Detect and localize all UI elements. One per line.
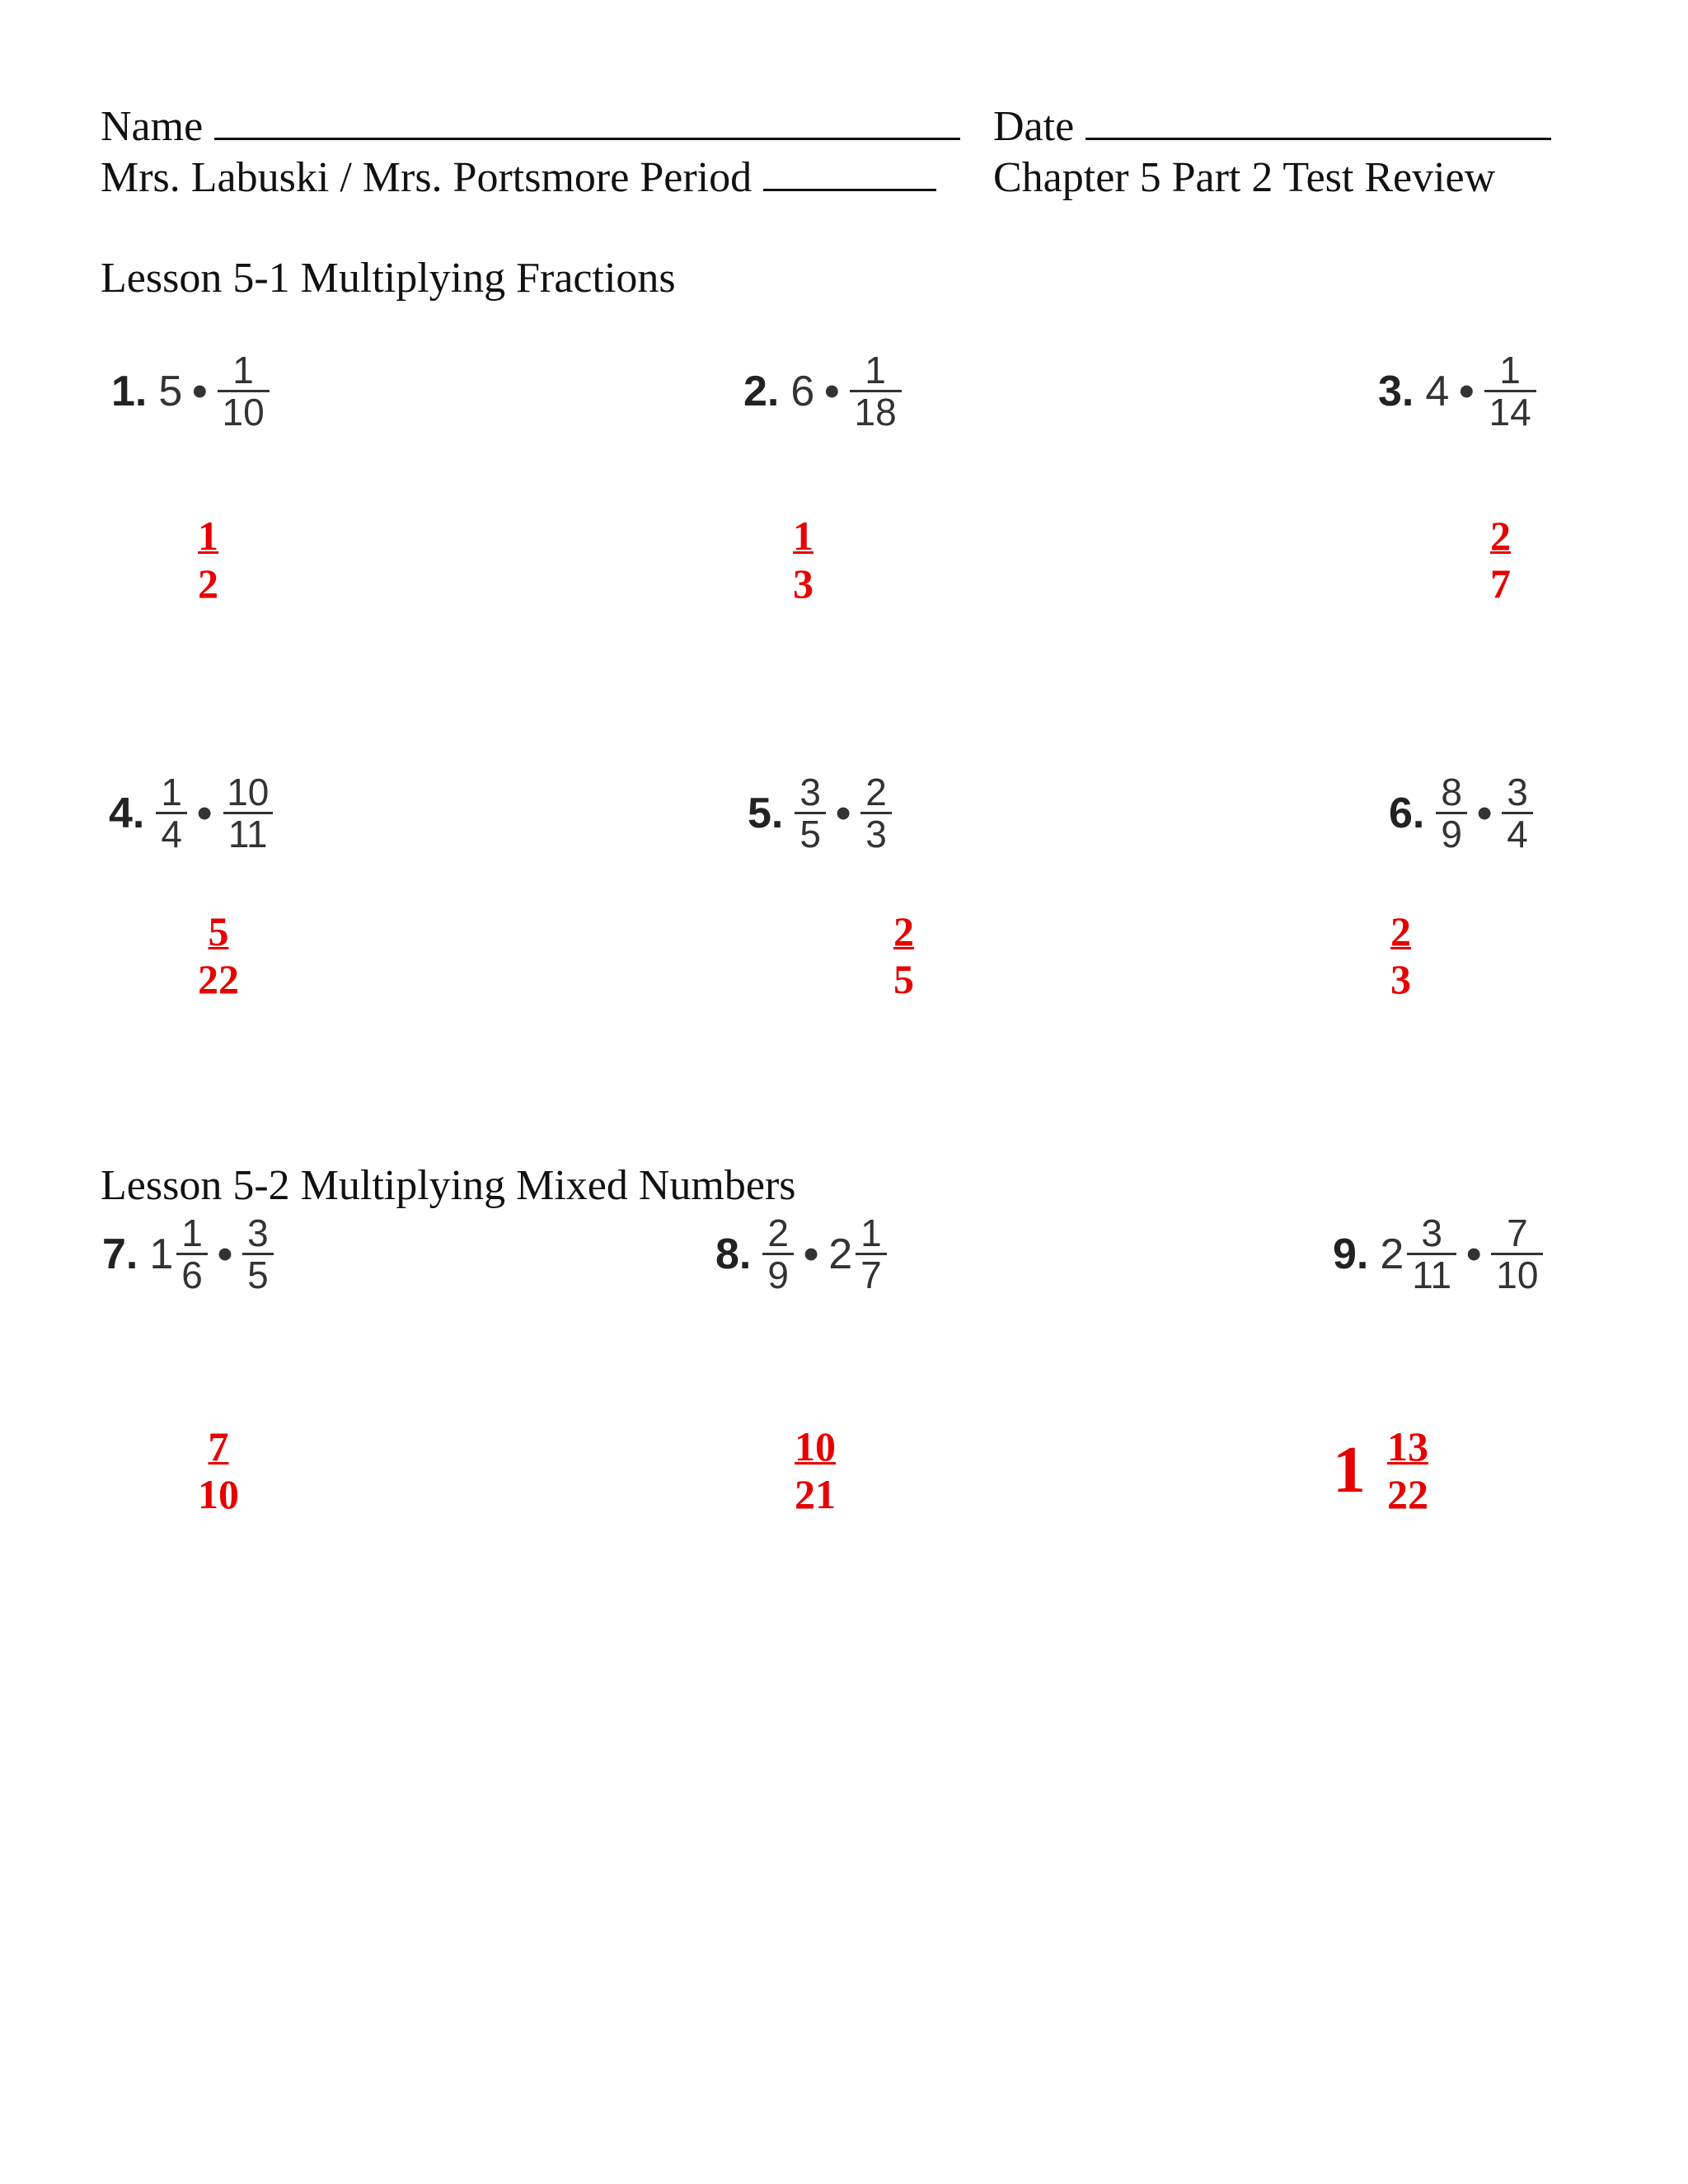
fraction	[762, 1213, 794, 1296]
name-line	[101, 105, 960, 148]
multiply-dot: •	[196, 789, 213, 837]
denominator: 3	[1390, 955, 1411, 1002]
numerator: 1	[860, 1212, 882, 1254]
numerator: 10	[227, 771, 270, 813]
problem-4	[109, 772, 274, 855]
problem-1	[111, 350, 270, 433]
lesson-heading-5-2: Lesson 5-2 Multiplying Mixed Numbers	[101, 1162, 796, 1209]
problem-8	[715, 1213, 887, 1296]
numerator: 13	[1387, 1423, 1428, 1469]
problem-7	[102, 1213, 274, 1296]
fraction	[222, 772, 274, 855]
denominator: 9	[762, 1253, 794, 1295]
denominator: 3	[793, 560, 814, 607]
whole-number: 2	[1380, 1230, 1404, 1278]
numerator: 5	[208, 908, 229, 954]
answer-fraction	[198, 513, 218, 607]
denominator: 4	[1502, 812, 1533, 854]
problem-3	[1378, 350, 1536, 433]
answer-6	[1390, 908, 1411, 1003]
numerator: 3	[1421, 1212, 1442, 1254]
denominator: 7	[856, 1253, 887, 1295]
multiply-dot: •	[835, 789, 851, 837]
problem-number: 2.	[743, 367, 780, 415]
whole-number: 4	[1425, 367, 1450, 415]
teachers-period-label: Mrs. Labuski / Mrs. Portsmore Period	[101, 154, 753, 201]
denominator: 22	[1387, 1470, 1428, 1517]
review-title: Chapter 5 Part 2 Test Review	[993, 154, 1496, 201]
denominator: 10	[198, 1470, 239, 1517]
answer-fraction	[1390, 908, 1411, 1003]
problem-9	[1333, 1213, 1543, 1296]
problem-number: 3.	[1378, 367, 1414, 415]
answer-5	[893, 908, 914, 1003]
problem-number: 5.	[748, 789, 784, 837]
multiply-dot: •	[192, 367, 208, 415]
answer-4	[198, 908, 239, 1003]
numerator: 3	[247, 1212, 269, 1254]
numerator: 2	[893, 908, 914, 954]
numerator: 1	[1499, 349, 1521, 391]
multiply-dot: •	[1466, 1230, 1482, 1278]
denominator: 5	[242, 1253, 274, 1295]
problem-number: 7.	[102, 1230, 138, 1278]
problem-number: 8.	[715, 1230, 752, 1278]
whole-number: 6	[790, 367, 815, 415]
denominator: 5	[795, 812, 826, 854]
problem-2	[743, 350, 902, 433]
name-field[interactable]	[214, 137, 960, 140]
denominator: 7	[1490, 560, 1511, 607]
denominator: 2	[198, 560, 218, 607]
multiply-dot: •	[1459, 367, 1475, 415]
denominator: 6	[176, 1253, 208, 1295]
fraction	[850, 350, 902, 433]
problem-number: 9.	[1333, 1230, 1369, 1278]
name-label: Name	[101, 103, 204, 150]
answer-fraction	[1490, 513, 1511, 607]
multiply-dot: •	[803, 1230, 819, 1278]
denominator: 21	[795, 1470, 836, 1517]
period-field[interactable]	[763, 188, 936, 191]
numerator: 1	[198, 513, 218, 559]
fraction	[795, 772, 826, 855]
fraction	[1436, 772, 1467, 855]
problem-5	[748, 772, 892, 855]
fraction	[1491, 1213, 1543, 1296]
answer-8	[795, 1423, 836, 1518]
numerator: 8	[1441, 771, 1462, 813]
answer-fraction	[795, 1423, 836, 1518]
fraction	[1502, 772, 1533, 855]
lesson-heading-5-1: Lesson 5-1 Multiplying Fractions	[101, 255, 676, 302]
teacher-period-line	[101, 154, 936, 201]
whole-number: 1	[149, 1230, 174, 1278]
numerator: 1	[181, 1212, 203, 1254]
fraction	[1484, 350, 1536, 433]
fraction	[242, 1213, 274, 1296]
denominator: 3	[860, 812, 892, 854]
problem-6	[1389, 772, 1533, 855]
numerator: 1	[232, 349, 254, 391]
fraction	[856, 1213, 887, 1296]
answer-fraction	[793, 513, 814, 607]
answer-fraction	[893, 908, 914, 1003]
date-line	[993, 105, 1551, 148]
denominator: 10	[218, 390, 270, 432]
fraction	[1407, 1213, 1456, 1296]
numerator: 3	[1507, 771, 1528, 813]
problem-number: 4.	[109, 789, 145, 837]
numerator: 1	[793, 513, 814, 559]
numerator: 3	[799, 771, 821, 813]
problem-number: 6.	[1389, 789, 1425, 837]
answer-whole-number: 1	[1333, 1434, 1366, 1507]
numerator: 1	[161, 771, 182, 813]
answer-fraction	[198, 1423, 239, 1518]
denominator: 5	[893, 955, 914, 1002]
answer-fraction	[198, 908, 239, 1003]
whole-number: 5	[158, 367, 183, 415]
numerator: 2	[1390, 908, 1411, 954]
answer-fraction	[1387, 1423, 1428, 1518]
answer-3	[1490, 513, 1511, 607]
multiply-dot: •	[824, 367, 840, 415]
denominator: 4	[156, 812, 187, 854]
denominator: 14	[1484, 390, 1536, 432]
numerator: 7	[1507, 1212, 1528, 1254]
multiply-dot: •	[217, 1230, 233, 1278]
denominator: 9	[1436, 812, 1467, 854]
numerator: 10	[795, 1423, 836, 1469]
numerator: 7	[208, 1423, 229, 1469]
numerator: 2	[1490, 513, 1511, 559]
whole-number: 2	[828, 1230, 853, 1278]
answer-9	[1333, 1423, 1428, 1518]
problem-number: 1.	[111, 367, 148, 415]
numerator: 1	[865, 349, 886, 391]
answer-7	[198, 1423, 239, 1518]
denominator: 11	[223, 812, 273, 854]
denominator: 22	[198, 955, 239, 1002]
date-field[interactable]	[1085, 137, 1551, 140]
fraction	[218, 350, 270, 433]
denominator: 11	[1407, 1253, 1456, 1295]
fraction	[176, 1213, 208, 1296]
denominator: 10	[1491, 1253, 1543, 1295]
denominator: 18	[850, 390, 902, 432]
date-label: Date	[993, 103, 1075, 150]
multiply-dot: •	[1476, 789, 1493, 837]
answer-2	[793, 513, 814, 607]
fraction	[860, 772, 892, 855]
numerator: 2	[767, 1212, 789, 1254]
answer-1	[198, 513, 218, 607]
numerator: 2	[865, 771, 887, 813]
fraction	[156, 772, 187, 855]
